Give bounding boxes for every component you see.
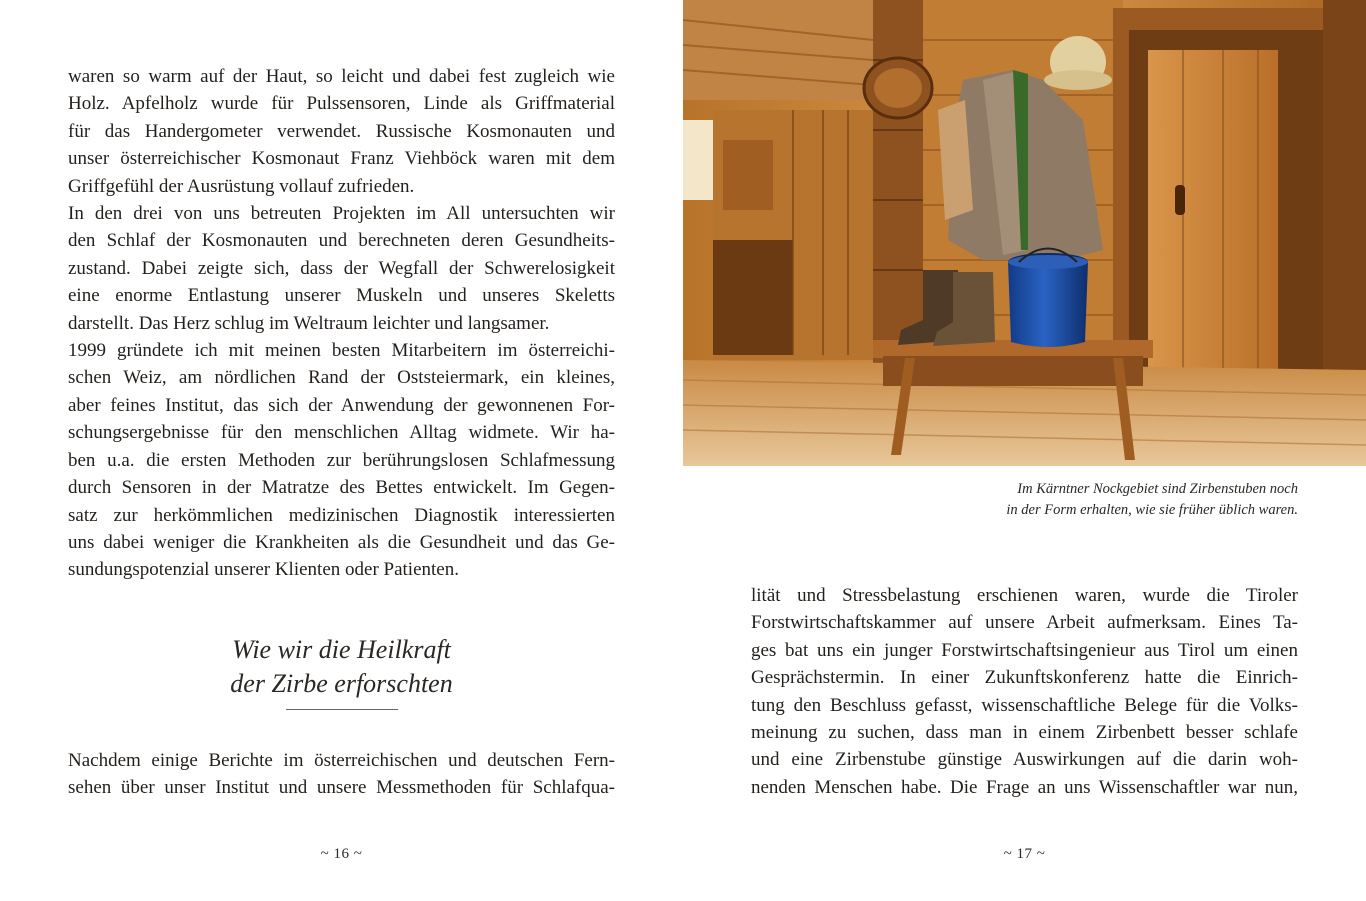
text-line: sundungspotenzial unserer Klienten oder Patienten. — [68, 559, 459, 581]
text-line: den Schlaf der Kosmonauten und berechneten deren Gesundheits- — [68, 230, 615, 252]
text-line: und eine Zirbenstube günstige Auswirkungen auf die darin woh- — [751, 749, 1298, 771]
text-line: unser österreichischer Kosmonaut Franz Viehböck waren mit dem — [68, 148, 615, 170]
text-line: uns dabei weniger die Krankheiten als die Gesundheit und das Ge- — [68, 531, 615, 553]
text-line: In den drei von uns betreuten Projekten im All untersuchten wir — [68, 203, 615, 225]
right-body-text — [751, 582, 1298, 801]
section-heading — [68, 633, 615, 701]
text-line: tung den Beschluss gefasst, wissenschaftliche Belege für die Volks- — [751, 694, 1298, 716]
text-line: ges bat uns ein junger Forstwirtschaftsingenieur aus Tirol um einen — [751, 639, 1298, 661]
text-line: aber feines Institut, das sich der Anwendung der gewonnenen For- — [68, 394, 615, 416]
text-line: Gesprächstermin. In einer Zukunftskonferenz hatte die Einrich- — [751, 667, 1298, 689]
right-page — [683, 0, 1366, 901]
text-line: lität und Stressbelastung erschienen waren, wurde die Tiroler — [751, 585, 1298, 606]
left-body-text — [68, 63, 615, 584]
text-line: schen Weiz, am nördlichen Rand der Oststeiermark, ein kleines, — [68, 367, 615, 389]
left-body-text-continued — [68, 747, 615, 802]
text-line: sehen über unser Institut und unsere Messmethoden für Schlafqua- — [68, 777, 615, 799]
text-line: meinung zu suchen, dass man in einem Zirbenbett besser schlafe — [751, 722, 1298, 744]
page-number: ~ 17 ~ — [1003, 846, 1046, 862]
photo-caption — [878, 479, 1298, 521]
text-line: ben u.a. die ersten Methoden zur berührungslosen Schlafmessung — [68, 449, 615, 471]
heading-line: Wie wir die Heilkraft — [232, 635, 451, 664]
text-line: waren so warm auf der Haut, so leicht und dabei fest zugleich wie — [68, 66, 615, 87]
text-line: 1999 gründete ich mit meinen besten Mitarbeitern im österreichi- — [68, 340, 615, 362]
caption-line: Im Kärntner Nockgebiet sind Zirbenstuben noch — [1017, 481, 1298, 497]
text-line: durch Sensoren in der Matratze des Bettes entwickelt. Im Gegen- — [68, 477, 615, 499]
text-line: darstellt. Das Herz schlug im Weltraum leichter und langsamer. — [68, 312, 550, 334]
heading-line: der Zirbe erforschten — [230, 669, 453, 698]
text-line: Nachdem einige Berichte im österreichischen und deutschen Fern- — [68, 750, 615, 771]
photo-zirbenstube — [683, 0, 1366, 466]
text-line: eine enorme Entlastung unserer Muskeln und unseres Skeletts — [68, 285, 615, 307]
text-line: nenden Menschen habe. Die Frage an uns Wissenschaftler war nun, — [751, 776, 1298, 798]
text-line: für das Handergometer verwendet. Russische Kosmonauten und — [68, 120, 615, 142]
caption-line: in der Form erhalten, wie sie früher üblich waren. — [1006, 502, 1298, 518]
page-number: ~ 16 ~ — [320, 846, 363, 862]
text-line: Forstwirtschaftskammer auf unsere Arbeit aufmerksam. Eines Ta- — [751, 612, 1298, 634]
text-line: satz zur herkömmlichen medizinischen Diagnostik interessierten — [68, 504, 615, 526]
text-line: Holz. Apfelholz wurde für Pulssensoren, Linde als Griffmaterial — [68, 93, 615, 115]
text-line: schungsergebnisse für den menschlichen Alltag widmete. Wir ha- — [68, 422, 615, 444]
text-line: zustand. Dabei zeigte sich, dass der Wegfall der Schwerelosigkeit — [68, 257, 615, 279]
text-line: Griffgefühl der Ausrüstung vollauf zufrieden. — [68, 175, 415, 197]
heading-divider — [286, 709, 398, 710]
